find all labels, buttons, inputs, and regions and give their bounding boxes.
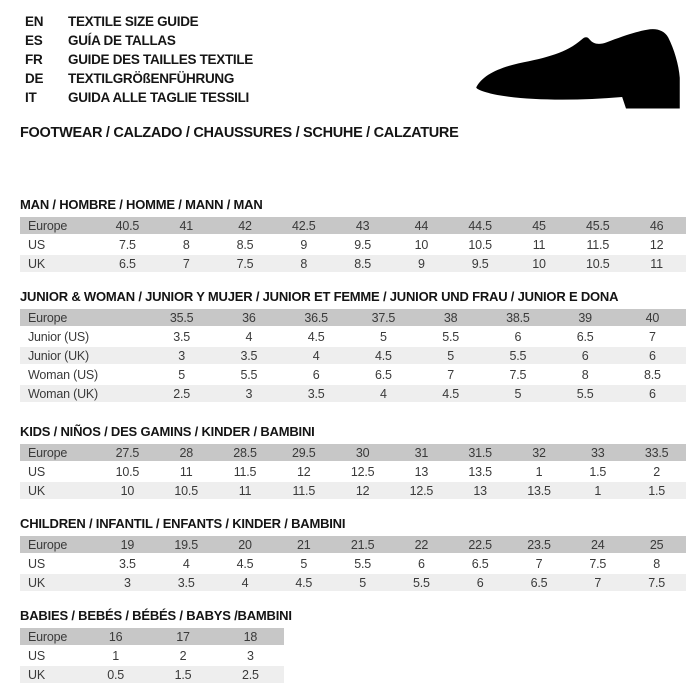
language-code: ES <box>25 33 43 48</box>
table-title: BABIES / BEBÉS / BÉBÉS / BABYS /BAMBINI <box>20 608 292 623</box>
size-cell: 7.5 <box>589 556 607 571</box>
size-cell: 11 <box>532 237 546 252</box>
size-cell: 6.5 <box>510 574 569 591</box>
table-section-kids <box>20 424 685 501</box>
table-header-row <box>20 444 686 461</box>
size-cell: 0.5 <box>82 666 149 683</box>
language-list <box>20 12 450 107</box>
size-cell: 29.5 <box>274 444 333 461</box>
header <box>20 12 685 107</box>
size-cell: 3 <box>215 385 282 402</box>
table-section-man <box>20 197 685 274</box>
language-title: GUIDA ALLE TAGLIE TESSILI <box>68 90 249 105</box>
size-table-man <box>20 215 686 274</box>
size-cell: 39 <box>552 309 619 326</box>
language-title: GUIDE DES TAILLES TEXTILE <box>68 52 254 67</box>
size-cell: 19.5 <box>157 536 216 553</box>
row-label: US <box>28 556 45 571</box>
size-cell: 5 <box>300 556 308 571</box>
size-cell: 11 <box>627 255 686 272</box>
table-title: MAN / HOMBRE / HOMME / MANN / MAN <box>20 197 263 212</box>
size-table-children <box>20 534 686 593</box>
size-cell: 38 <box>417 309 484 326</box>
row-label: Woman (US) <box>28 367 99 382</box>
size-cell: 33.5 <box>627 444 686 461</box>
size-cell: 40.5 <box>98 217 157 234</box>
size-cell: 4 <box>350 385 417 402</box>
size-cell: 10 <box>414 237 429 252</box>
size-cell: 5.5 <box>484 347 551 364</box>
size-cell: 2.5 <box>148 385 215 402</box>
size-cell: 13 <box>451 482 510 499</box>
size-cell: 16 <box>82 628 149 645</box>
size-cell: 9.5 <box>354 237 371 252</box>
size-cell: 8.5 <box>643 367 661 382</box>
row-label: UK <box>20 482 98 499</box>
size-cell: 7.5 <box>216 255 275 272</box>
size-cell: 31.5 <box>451 444 510 461</box>
size-cell: 3 <box>98 574 157 591</box>
size-cell: 1.5 <box>627 482 686 499</box>
size-cell: 43 <box>333 217 392 234</box>
table-row <box>20 574 686 591</box>
size-cell: 6 <box>619 385 686 402</box>
size-cell: 11.5 <box>274 482 333 499</box>
size-cell: 3 <box>246 648 254 663</box>
size-cell: 46 <box>627 217 686 234</box>
language-code: EN <box>25 14 44 29</box>
size-cell: 1.5 <box>149 666 216 683</box>
table-row <box>20 482 686 499</box>
table-row <box>20 328 686 345</box>
table-title: JUNIOR & WOMAN / JUNIOR Y MUJER / JUNIOR ET FEMME / JUNIOR UND FRAU / JUNIOR E DONA <box>20 289 619 304</box>
size-cell: 5 <box>484 385 551 402</box>
size-cell: 2 <box>653 464 660 479</box>
table-title: KIDS / NIÑOS / DES GAMINS / KINDER / BAMBINI <box>20 424 315 439</box>
size-cell: 24 <box>568 536 627 553</box>
size-cell: 11 <box>179 464 193 479</box>
size-cell: 17 <box>149 628 216 645</box>
size-cell: 5.5 <box>552 385 619 402</box>
size-cell: 5.5 <box>354 556 371 571</box>
row-label: Europe <box>20 628 82 645</box>
size-cell: 6 <box>418 556 425 571</box>
size-cell: 10 <box>98 482 157 499</box>
size-cell: 5 <box>333 574 392 591</box>
size-cell: 27.5 <box>98 444 157 461</box>
table-row <box>20 366 686 383</box>
row-label: US <box>28 237 45 252</box>
size-cell: 45 <box>510 217 569 234</box>
size-cell: 22.5 <box>451 536 510 553</box>
table-row <box>20 255 686 272</box>
size-cell: 44 <box>392 217 451 234</box>
row-label: Junior (US) <box>28 329 90 344</box>
size-cell: 6 <box>552 347 619 364</box>
table-title: CHILDREN / INFANTIL / ENFANTS / KINDER / BAMBINI <box>20 516 346 531</box>
size-cell: 13.5 <box>510 482 569 499</box>
size-cell: 8.5 <box>333 255 392 272</box>
size-cell: 4.5 <box>307 329 325 344</box>
size-cell: 4.5 <box>417 385 484 402</box>
size-cell: 44.5 <box>451 217 510 234</box>
size-cell: 38.5 <box>484 309 551 326</box>
size-cell: 25 <box>627 536 686 553</box>
size-cell: 28 <box>157 444 216 461</box>
size-cell: 12 <box>649 237 664 252</box>
table-row <box>20 347 686 364</box>
size-cell: 6.5 <box>374 367 392 382</box>
language-row <box>25 50 450 69</box>
table-header-row <box>20 536 686 553</box>
size-cell: 8 <box>581 367 589 382</box>
size-cell: 13 <box>414 464 429 479</box>
size-cell: 6 <box>619 347 686 364</box>
table-row <box>20 385 686 402</box>
size-cell: 21 <box>274 536 333 553</box>
size-cell: 10.5 <box>157 482 216 499</box>
size-cell: 7 <box>447 367 454 382</box>
size-cell: 7.5 <box>119 237 136 252</box>
size-cell: 9 <box>392 255 451 272</box>
language-row <box>25 31 450 50</box>
size-cell: 10.5 <box>115 464 140 479</box>
table-row <box>20 555 686 572</box>
size-cell: 7 <box>535 556 543 571</box>
table-header-row <box>20 628 284 645</box>
size-cell: 40 <box>619 309 686 326</box>
table-section-children <box>20 516 685 593</box>
row-label: Europe <box>20 536 98 553</box>
size-cell: 9 <box>300 237 308 252</box>
size-table-babies <box>20 626 284 685</box>
size-cell: 12.5 <box>392 482 451 499</box>
size-cell: 6 <box>312 367 320 382</box>
size-cell: 8 <box>653 556 660 571</box>
size-cell: 37.5 <box>350 309 417 326</box>
size-table-junior-woman <box>20 307 686 404</box>
size-cell: 11.5 <box>233 464 257 479</box>
size-cell: 11 <box>216 482 275 499</box>
size-cell: 10.5 <box>468 237 492 252</box>
size-cell: 6.5 <box>471 556 489 571</box>
size-cell: 2.5 <box>217 666 284 683</box>
table-header-row <box>20 309 686 326</box>
table-section-junior-woman <box>20 289 685 404</box>
size-cell: 3.5 <box>215 347 282 364</box>
size-cell: 36 <box>215 309 282 326</box>
table-header-row <box>20 217 686 234</box>
size-cell: 32 <box>510 444 569 461</box>
size-cell: 8 <box>274 255 333 272</box>
size-cell: 33 <box>568 444 627 461</box>
size-cell: 3.5 <box>157 574 216 591</box>
size-cell: 7.5 <box>627 574 686 591</box>
size-cell: 22 <box>392 536 451 553</box>
language-code: FR <box>25 52 43 67</box>
size-cell: 3.5 <box>173 329 191 344</box>
size-cell: 31 <box>392 444 451 461</box>
size-cell: 4.5 <box>274 574 333 591</box>
size-cell: 6.5 <box>576 329 594 344</box>
row-label: Junior (UK) <box>20 347 148 364</box>
size-cell: 5 <box>417 347 484 364</box>
language-row <box>25 12 450 31</box>
size-cell: 9.5 <box>451 255 510 272</box>
size-cell: 5.5 <box>442 329 460 344</box>
size-table-kids <box>20 442 686 501</box>
row-label: UK <box>20 574 98 591</box>
size-cell: 8 <box>182 237 190 252</box>
size-cell: 5 <box>379 329 387 344</box>
language-code: DE <box>25 71 44 86</box>
size-cell: 35.5 <box>148 309 215 326</box>
size-cell: 19 <box>98 536 157 553</box>
row-label: Europe <box>20 309 148 326</box>
size-cell: 6.5 <box>98 255 157 272</box>
size-cell: 18 <box>217 628 284 645</box>
language-code: IT <box>25 90 37 105</box>
size-cell: 1.5 <box>589 464 607 479</box>
size-cell: 7.5 <box>509 367 527 382</box>
size-cell: 28.5 <box>216 444 275 461</box>
row-label: UK <box>20 255 98 272</box>
size-cell: 8.5 <box>236 237 254 252</box>
size-cell: 21.5 <box>333 536 392 553</box>
size-cell: 5.5 <box>392 574 451 591</box>
size-cell: 3.5 <box>119 556 136 571</box>
size-cell: 4 <box>245 329 253 344</box>
size-cell: 12 <box>297 464 311 479</box>
size-cell: 12.5 <box>350 464 375 479</box>
size-cell: 4 <box>182 556 190 571</box>
size-cell: 1 <box>535 464 543 479</box>
language-title: TEXTILGRÖßENFÜHRUNG <box>68 71 235 86</box>
size-cell: 23.5 <box>510 536 569 553</box>
row-label: Europe <box>20 444 98 461</box>
size-cell: 30 <box>333 444 392 461</box>
table-row <box>20 463 686 480</box>
size-cell: 42.5 <box>274 217 333 234</box>
size-cell: 10 <box>510 255 569 272</box>
size-cell: 3 <box>148 347 215 364</box>
size-cell: 5 <box>178 367 185 382</box>
size-cell: 20 <box>216 536 275 553</box>
language-row <box>25 69 450 88</box>
language-title: TEXTILE SIZE GUIDE <box>68 14 199 29</box>
size-cell: 6 <box>451 574 510 591</box>
row-label: Woman (UK) <box>20 385 148 402</box>
size-cell: 12 <box>333 482 392 499</box>
row-label: UK <box>20 666 82 683</box>
size-cell: 2 <box>179 648 187 663</box>
size-cell: 5.5 <box>240 367 258 382</box>
size-cell: 36.5 <box>283 309 350 326</box>
row-label: US <box>28 464 45 479</box>
language-row <box>25 88 450 107</box>
size-cell: 45.5 <box>568 217 627 234</box>
size-cell: 3.5 <box>283 385 350 402</box>
size-cell: 7 <box>648 329 656 344</box>
size-cell: 7 <box>568 574 627 591</box>
table-row <box>20 647 284 664</box>
size-cell: 41 <box>157 217 216 234</box>
size-cell: 4.5 <box>350 347 417 364</box>
table-row <box>20 236 686 253</box>
size-cell: 1 <box>568 482 627 499</box>
row-label: Europe <box>20 217 98 234</box>
size-cell: 10.5 <box>568 255 627 272</box>
size-tables <box>20 197 685 685</box>
size-cell: 4.5 <box>236 556 254 571</box>
shoe-icon <box>460 24 696 120</box>
size-cell: 6 <box>514 329 522 344</box>
table-row <box>20 666 284 683</box>
size-cell: 4 <box>216 574 275 591</box>
category-title: FOOTWEAR / CALZADO / CHAUSSURES / SCHUHE / CALZATURE <box>20 125 459 141</box>
language-title: GUÍA DE TALLAS <box>68 33 176 48</box>
row-label: US <box>28 648 45 663</box>
size-cell: 1 <box>112 648 120 663</box>
size-cell: 13.5 <box>468 464 492 479</box>
size-cell: 42 <box>216 217 275 234</box>
size-cell: 7 <box>157 255 216 272</box>
size-cell: 11.5 <box>586 237 610 252</box>
table-section-babies <box>20 608 685 685</box>
size-cell: 4 <box>283 347 350 364</box>
